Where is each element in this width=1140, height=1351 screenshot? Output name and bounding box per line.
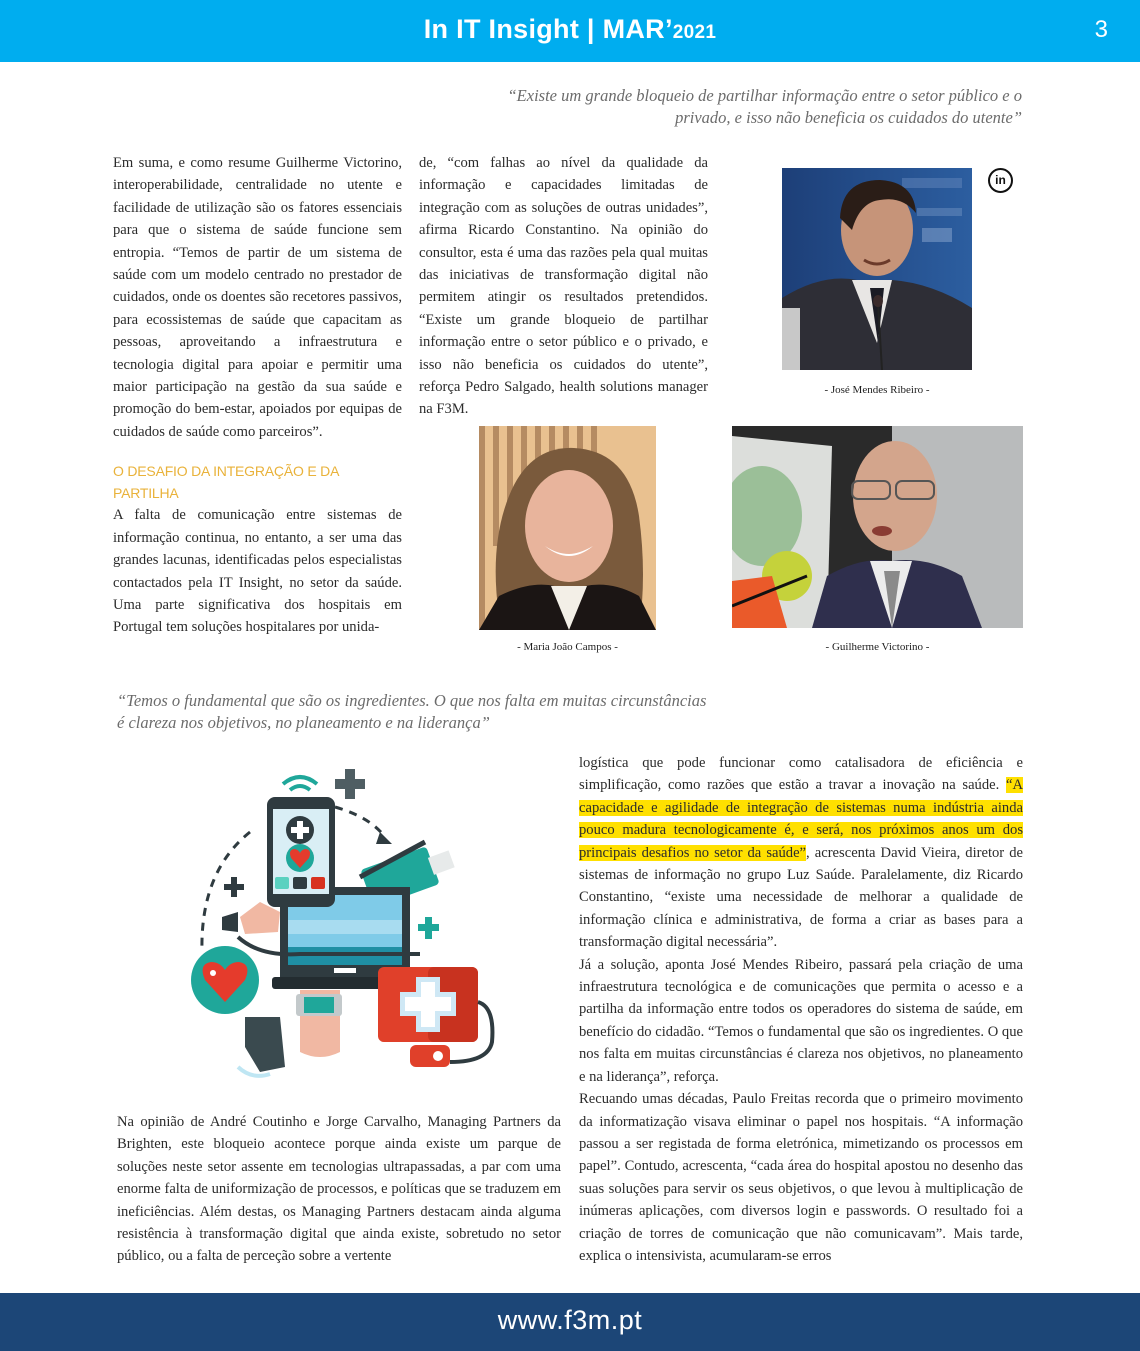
magazine-title-text: In IT Insight | MAR’: [423, 14, 673, 44]
page-number: 3: [1094, 16, 1108, 43]
article-paragraph: de, “com falhas ao nível da qualidade da informação e capacidades limitadas de integração com as soluções de outras unidades”, afirma Ricardo Constantino. Na opinião do consultor, esta é uma das razões pela qual muitas das iniciativas de transformação digital não permitem atingir os resultados pretendidos. “Existe um grande bloqueio de partilhar informação entre o setor público e o privado, e isso não beneficia os cuidados do utente”, reforça Pedro Salgado, health solutions manager na F3M.: [419, 155, 708, 418]
pull-quote-top: [422, 85, 1022, 129]
article-paragraph: A falta de comunicação entre sistemas de informação continua, no entanto, a ser uma das grandes lacunas, identificadas pelos especialistas contactados pela IT Insight, no setor da saúde. Uma parte significativa dos hospitais em Portugal tem soluções hospitalares por unida-: [113, 507, 402, 636]
pull-quote-top-line2: privado, e isso não beneficia os cuidados do utente”: [675, 108, 1022, 127]
photo-caption: - Guilherme Victorino -: [825, 641, 930, 653]
pull-quote-middle: [117, 690, 797, 734]
photo-caption: - Maria João Campos -: [517, 641, 618, 653]
pull-quote-middle-line1: “Temos o fundamental que são os ingredientes. O que nos falta em muitas circunstâncias: [117, 691, 707, 710]
pull-quote-middle-line2: é clareza nos objetivos, no planeamento e na liderança”: [117, 713, 490, 732]
page-footer: [0, 1293, 1140, 1351]
highlighted-quote: “A capacidade e agilidade de integração de sistemas numa indústria ainda pouco madura tecnologicamente é, e será, nos próximos anos um dos principais desafios no setor da saúde”: [579, 777, 1023, 861]
article-column-b: [419, 152, 708, 421]
article-paragraph: Na opinião de André Coutinho e Jorge Carvalho, Managing Partners da Brighten, este bloqueio acontece porque ainda existe um parque de soluções neste setor assente em tecnologias ultrapassadas, a par com uma enorme falta de uniformização de processos, e políticas que se traduzem em ineficiências. Além destas, os Managing Partners destacam ainda alguma resistência à transformação digital que ainda existe, sobretudo no setor público, ou a falta de perceção sobre a vertente: [117, 1114, 561, 1265]
article-text: logística que pode funcionar como catalisadora de eficiência e simplificação, como razões que estão a travar a inovação na saúde.: [579, 755, 1023, 794]
photo-jose-mendes-ribeiro: [782, 168, 972, 370]
magazine-title: [0, 14, 1140, 45]
page-header: [0, 0, 1140, 62]
photo-guilherme-victorino: [732, 426, 1023, 628]
magazine-title-year: 2021: [672, 22, 717, 43]
article-text: , acrescenta David Vieira, diretor de sistemas de informação no grupo Luz Saúde. Paralelamente, diz Ricardo Constantino, “existe uma necessidade de melhorar a qualidade de informação clínica e administrativa, de forma a criar as bases para a transformação digital necessária”.: [579, 844, 1023, 951]
article-column-d: [117, 1111, 561, 1268]
pull-quote-top-line1: “Existe um grande bloqueio de partilhar informação entre o setor público e o: [507, 86, 1022, 105]
article-column-c: [579, 752, 1023, 1267]
photo-caption: - José Mendes Ribeiro -: [824, 384, 930, 396]
article-paragraph: [579, 752, 1023, 954]
website-link[interactable]: www.f3m.pt: [497, 1305, 643, 1335]
digital-health-illustration: [180, 762, 520, 1090]
article-paragraph: Recuando umas décadas, Paulo Freitas recorda que o primeiro movimento da informatização visava eliminar o papel nos hospitais. “A informação passou a ser registada de forma eletrónica, mimetizando os processos em papel”. Contudo, acrescenta, “cada área do hospital apostou no desenho das suas soluções para servir os seus objetivos, o que levou à multiplicação de inúmeras aplicações, com diversos login e passwords. O resultado foi a criação de torres de comunicação que não comunicavam”. Mais tarde, explica o intensivista, acumularam-se erros: [579, 1091, 1023, 1264]
photo-maria-joao-campos: [479, 426, 656, 630]
linkedin-icon[interactable]: in: [988, 168, 1013, 193]
article-paragraph: Em suma, e como resume Guilherme Victorino, interoperabilidade, centralidade no utente e facilidade de utilização são os fatores essenciais para que o sistema de saúde funcione sem entropia. “Temos de partir de um sistema de saúde com um modelo centrado no prestador de cuidados, onde os doentes são recetores passivos, para ecossistemas de saúde que capacitam as pessoas, aproveitando a infraestrutura e tecnologia digital para apoiar e permitir uma maior participação na gestão da sua saúde e promoção do bem-estar, apoiados por equipas de cuidados de saúde como parceiros”.: [113, 155, 402, 440]
article-paragraph: Já a solução, aponta José Mendes Ribeiro, passará pela criação de uma infraestrutura tecnológica e de comunicações que permita o acesso e a partilha da informação entre todos os operadores do sistema de saúde, em benefício do cidadão. “Temos o fundamental que são os ingredientes. O que nos falta em muitas circunstâncias é clareza nos objetivos, no planeamento e na liderança”, reforça.: [579, 956, 1023, 1085]
article-column-a: [113, 152, 402, 639]
section-heading: O DESAFIO DA INTEGRAÇÃO E DA PARTILHA: [113, 463, 339, 502]
